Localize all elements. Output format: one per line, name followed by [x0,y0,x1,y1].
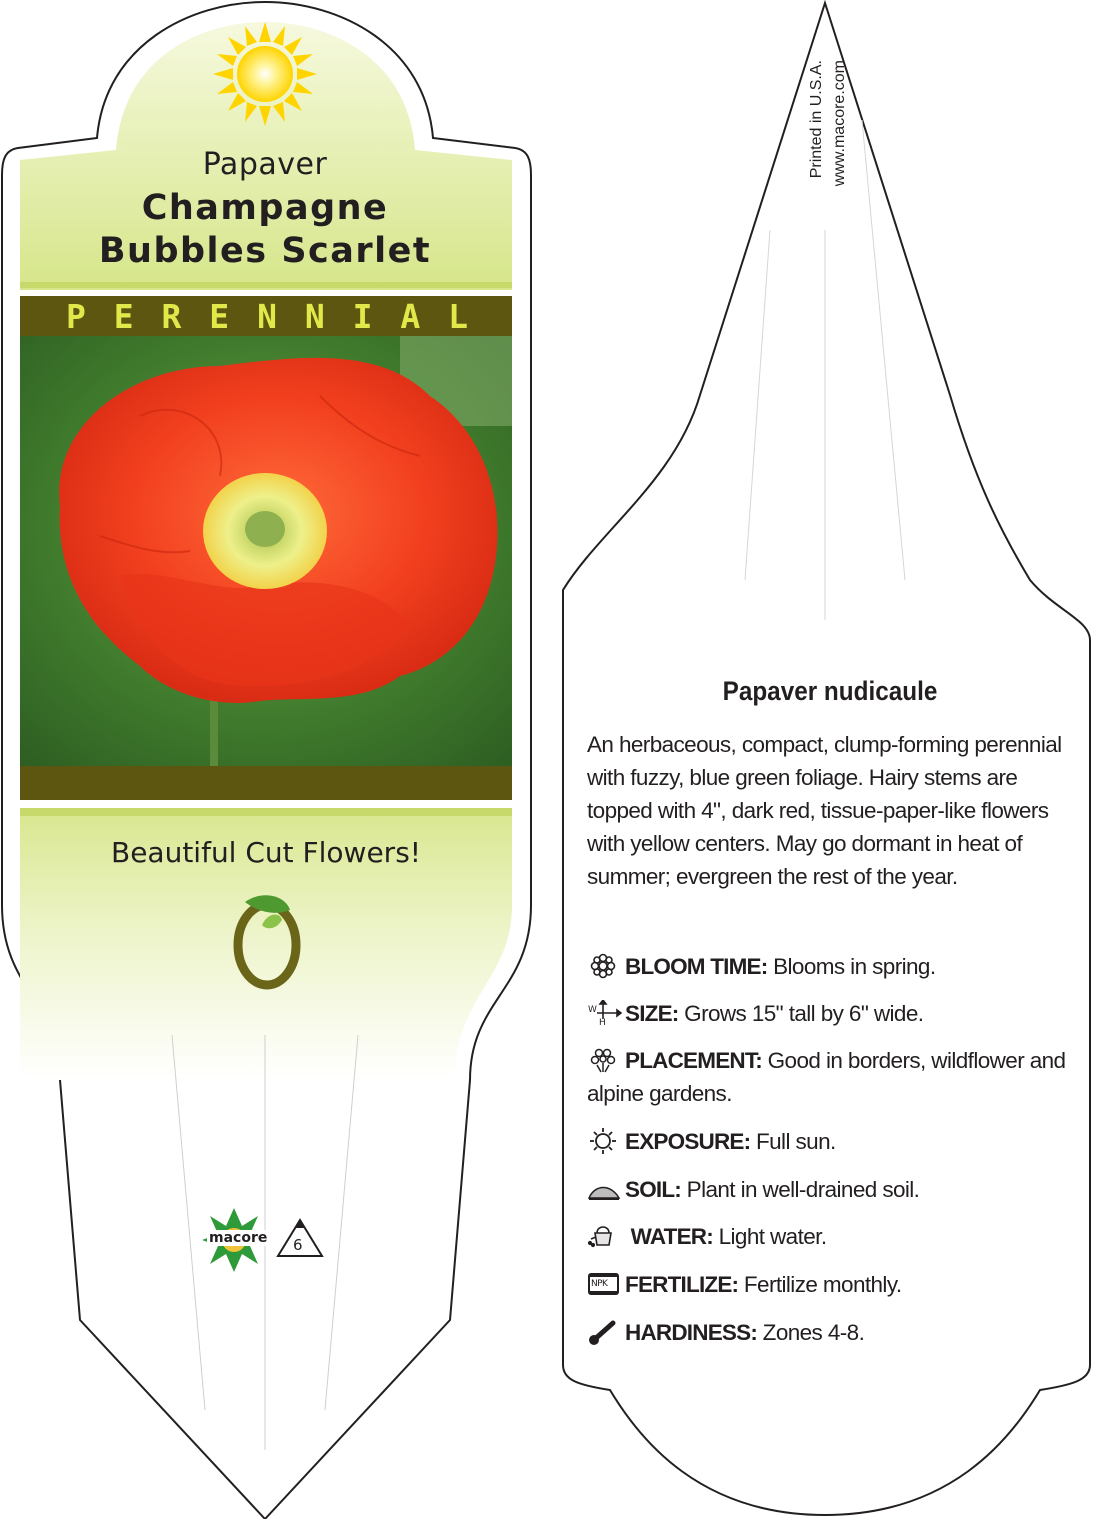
cultivar-line-1: Champagne [141,188,389,228]
thermometer-icon [587,1319,623,1345]
attr-value: Fertilize monthly. [743,1272,902,1297]
soil-mound-icon [587,1176,623,1202]
attr-value: Light water. [718,1224,827,1249]
npk-icon [587,1271,623,1297]
perennial-category-bar [20,296,512,336]
attr-fertilize [587,1268,1067,1301]
attr-value: Good in borders, wildflower and alpine gardens. [587,1048,1066,1106]
attr-placement [587,1044,1067,1110]
category-letter: E [113,296,134,336]
attr-hardiness [587,1316,1067,1349]
cultivar-line-2: Bubbles Scarlet [98,231,432,271]
attr-size [587,997,1067,1030]
category-letter: N [304,296,325,336]
category-letter: E [209,296,230,336]
attr-label: FERTILIZE: [625,1272,739,1297]
category-letter: P [66,296,86,336]
attr-exposure [587,1125,1067,1158]
poppy-photo [20,336,512,766]
size-icon-w: W [588,1005,597,1015]
lower-panel-topline [20,808,512,816]
attr-value: Full sun. [756,1129,836,1154]
size-arrows-icon [587,1000,623,1026]
attr-value: Blooms in spring. [773,954,936,979]
printed-info [805,60,855,240]
attr-water [587,1220,1067,1253]
printed-in-text: Printed in U.S.A. [808,60,825,179]
attr-soil [587,1173,1067,1206]
scientific-name: Papaver nudicaule [722,676,938,706]
title-underline [20,282,512,288]
website-text: www.macore.com [831,60,848,187]
attr-label: SOIL: [625,1177,681,1202]
attr-label: SIZE: [625,1001,679,1026]
category-letter: I [352,296,373,336]
attr-label: BLOOM TIME: [625,954,768,979]
plant-description: An herbaceous, compact, clump-forming perennial with fuzzy, blue green foliage. Hairy stems are topped with 4", dark red, tissue-paper-like flowers with yellow centers. May go dormant in heat of summer; evergreen the rest of the year. [587,732,1062,889]
watering-can-icon [587,1223,623,1249]
attr-value: Grows 15" tall by 6" wide. [684,1001,924,1026]
plant-cultivar [20,187,510,273]
size-icon-h: H [599,1018,606,1028]
attr-label: WATER: [630,1224,713,1249]
flower-icon [587,953,623,979]
npk-label: NPK [591,1279,608,1289]
category-letter: N [257,296,277,336]
attr-label: EXPOSURE: [625,1129,751,1154]
attr-label: HARDINESS: [625,1320,758,1345]
category-letter: R [161,296,182,336]
brand-name: macore [209,1230,268,1246]
plant-genus: Papaver [202,147,328,182]
attr-value: Zones 4-8. [762,1320,865,1345]
recycle-code: 6 [293,1236,303,1254]
sun-logo-icon [213,22,317,126]
plant-cluster-icon [587,1047,623,1073]
attr-value: Plant in well-drained soil. [686,1177,920,1202]
attr-bloom-time [587,950,1067,983]
category-letter: A [400,296,421,336]
attr-label: PLACEMENT: [625,1048,762,1073]
tagline: Beautiful Cut Flowers! [110,836,422,869]
sun-icon [587,1128,623,1154]
photo-bottom-bar [20,766,512,800]
category-letter: L [448,296,468,336]
